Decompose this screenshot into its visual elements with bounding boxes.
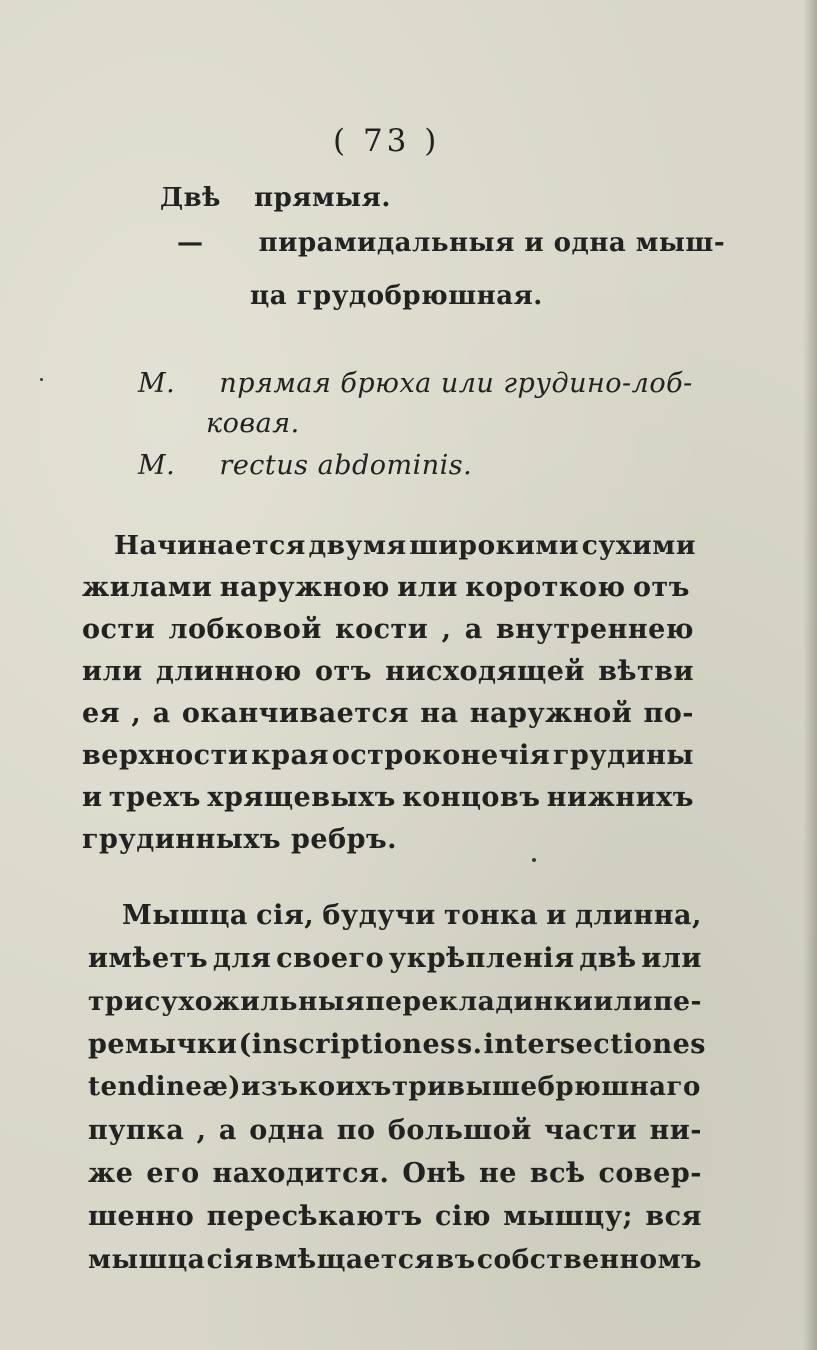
muscle-name-latin <box>138 450 472 481</box>
paragraph1-line <box>114 530 696 561</box>
paragraph2-line <box>122 900 702 931</box>
word: сухими <box>581 530 696 561</box>
word: укрѣпленія <box>388 943 575 974</box>
muscle-abbr-russian: M. <box>138 368 176 399</box>
muscle-name-russian-line-1 <box>138 368 693 399</box>
word: одна <box>249 1115 325 1146</box>
word: трехъ <box>108 782 202 813</box>
paragraph2-line <box>88 1072 700 1102</box>
word: концовъ <box>402 782 541 813</box>
print-speck <box>532 858 536 862</box>
word: ремычки <box>88 1029 238 1060</box>
word: остроконечія <box>331 740 551 771</box>
word: хрящевыхъ <box>207 782 396 813</box>
word: длинною <box>155 656 302 687</box>
word: двумя <box>308 530 407 561</box>
muscle-name-russian-line-2: ковая. <box>206 408 300 439</box>
word: находится. <box>212 1158 390 1189</box>
word: большой <box>387 1115 532 1146</box>
word: три <box>391 1072 447 1102</box>
paragraph1-line: грудинныхъ ребръ. <box>82 824 398 855</box>
word: по <box>336 1115 376 1146</box>
word: тонка <box>444 900 538 931</box>
word: ни- <box>649 1115 702 1146</box>
word: tendineæ) <box>88 1072 242 1102</box>
word: пупка <box>88 1115 185 1146</box>
paragraph1-line <box>82 656 694 687</box>
heading-dash: — <box>177 228 204 258</box>
print-speck <box>40 378 43 381</box>
word: совер- <box>598 1158 702 1189</box>
muscle-name-latin-text: rectus abdominis. <box>219 450 473 481</box>
word: а <box>464 614 483 645</box>
word: части <box>544 1115 638 1146</box>
word: сію <box>435 1201 491 1232</box>
word: короткою <box>465 572 626 603</box>
word: ея <box>82 698 121 729</box>
word: , <box>441 614 452 645</box>
word: Начинается <box>114 530 306 561</box>
word: ости <box>82 614 156 645</box>
word: для <box>212 943 272 974</box>
word: пересѣкаютъ <box>206 1201 423 1232</box>
muscle-abbr-latin: M. <box>138 450 176 481</box>
paragraph1-line <box>82 740 694 771</box>
paragraph2-line <box>88 986 702 1017</box>
word: кости <box>335 614 429 645</box>
word: не <box>479 1158 517 1189</box>
word: вѣтви <box>598 656 694 687</box>
word: мышцу; <box>503 1201 633 1232</box>
muscle-name-russian-text: прямая брюха или грудино-лоб- <box>219 368 693 399</box>
heading-line-2 <box>177 228 725 258</box>
word: внутреннею <box>496 614 694 645</box>
word: или <box>641 943 702 974</box>
paragraph1-line <box>82 698 694 729</box>
word: коихъ <box>298 1072 392 1102</box>
word: сія, <box>256 900 315 931</box>
word: шенно <box>88 1201 195 1232</box>
word: или <box>82 656 143 687</box>
word: нисходящей <box>385 656 585 687</box>
word: наружной <box>469 698 633 729</box>
word: нижнихъ <box>546 782 694 813</box>
paragraph2-line <box>88 1115 702 1146</box>
word: три <box>88 986 145 1017</box>
word: по- <box>643 698 694 729</box>
word: перекладинки <box>365 986 594 1017</box>
heading-line-1 <box>160 183 391 213</box>
word: intersectiones <box>483 1029 706 1060</box>
word: будучи <box>322 900 436 931</box>
word: лобковой <box>168 614 322 645</box>
paragraph2-line <box>88 943 702 974</box>
heading-prefix: Двѣ <box>160 183 221 213</box>
word: широкими <box>409 530 580 561</box>
word: брюшнаго <box>537 1072 701 1102</box>
heading-text-2: пирамидальныя и одна мыш- <box>258 228 726 258</box>
word: сухожильныя <box>144 986 365 1017</box>
word: наружною <box>219 572 390 603</box>
word: края <box>251 740 329 771</box>
word: и <box>82 782 103 813</box>
word: вся <box>645 1201 702 1232</box>
word: , <box>196 1115 207 1146</box>
word: а <box>152 698 171 729</box>
word: или <box>593 986 654 1017</box>
word: оканчивается <box>181 698 409 729</box>
word: двѣ <box>579 943 637 974</box>
word: Мышца <box>122 900 248 931</box>
word: всѣ <box>529 1158 586 1189</box>
word: жилами <box>82 572 213 603</box>
paragraph2-line <box>88 1201 702 1232</box>
word: а <box>218 1115 237 1146</box>
word: s. <box>456 1029 483 1060</box>
heading-text-1: прямыя. <box>254 183 391 213</box>
paragraph2-line <box>88 1158 702 1189</box>
word: въ <box>435 1244 476 1275</box>
paragraph1-line <box>82 614 694 645</box>
word: отъ <box>314 656 372 687</box>
word: (inscriptiones <box>238 1029 456 1060</box>
word: его <box>146 1158 200 1189</box>
word: сія <box>206 1244 254 1275</box>
paragraph2-line <box>88 1244 702 1275</box>
word: и <box>546 900 567 931</box>
paragraph1-line <box>82 782 694 813</box>
word: имѣетъ <box>88 943 209 974</box>
word: своего <box>276 943 385 974</box>
word: мышца <box>88 1244 206 1275</box>
word: же <box>88 1158 134 1189</box>
word: , <box>131 698 142 729</box>
word: верхности <box>82 740 249 771</box>
word: грудины <box>552 740 694 771</box>
word: длинна, <box>574 900 702 931</box>
word: собственномъ <box>476 1244 702 1275</box>
paragraph2-line <box>88 1029 706 1060</box>
paragraph1-line <box>82 572 690 603</box>
heading-line-3: ца грудобрюшная. <box>250 281 543 311</box>
word: на <box>420 698 459 729</box>
word: или <box>397 572 458 603</box>
word: вмѣщается <box>255 1244 435 1275</box>
page-number: ( 73 ) <box>333 123 441 159</box>
word: Онѣ <box>402 1158 467 1189</box>
word: выше <box>446 1072 538 1102</box>
page-edge-shadow <box>803 0 817 1350</box>
word: отъ <box>633 572 690 603</box>
word: пе- <box>653 986 702 1017</box>
word: изъ <box>241 1072 299 1102</box>
